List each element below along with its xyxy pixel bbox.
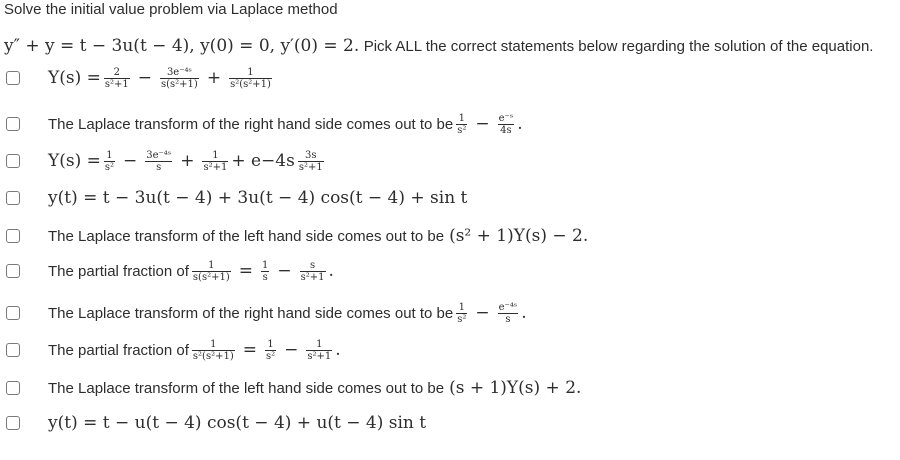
option-3-lhs: Y(s) = <box>48 151 101 171</box>
option-7-period: . <box>521 303 527 323</box>
option-2-checkbox[interactable] <box>6 117 20 131</box>
option-4-content <box>48 188 467 208</box>
option-10[interactable] <box>6 409 426 437</box>
option-5-expression: (s² + 1)Y(s) − 2. <box>449 226 589 246</box>
option-8[interactable] <box>6 336 341 364</box>
option-7-checkbox[interactable] <box>6 306 20 320</box>
question-statement <box>4 36 873 56</box>
option-6-fraction-3: $\frac{s}{\text{s²+1}}$ <box>300 259 325 283</box>
option-8-text: The partial fraction of <box>48 341 189 359</box>
option-4-checkbox[interactable] <box>6 191 20 205</box>
option-8-equals: = <box>242 340 257 360</box>
option-2[interactable] <box>6 110 523 138</box>
option-1-checkbox[interactable] <box>6 71 20 85</box>
option-8-fraction-3: $\frac{1}{\text{s²+1}}$ <box>307 338 332 362</box>
option-9-checkbox[interactable] <box>6 381 20 395</box>
option-8-checkbox[interactable] <box>6 343 20 357</box>
question-prompt: Pick ALL the correct statements below regarding the solution of the equation. <box>363 38 874 55</box>
option-1-fraction-3: $\frac{1}{\text{s²(s²+1)}}$ <box>230 66 271 90</box>
option-8-period: . <box>335 340 341 360</box>
option-6-checkbox[interactable] <box>6 264 20 278</box>
option-3-exp-base: + e <box>231 151 262 171</box>
option-10-checkbox[interactable] <box>6 416 20 430</box>
option-10-content <box>48 413 426 433</box>
option-7-content <box>48 302 527 325</box>
option-7-fraction-1: $\frac{1}{\text{s²}}$ <box>457 301 467 325</box>
option-7[interactable] <box>6 299 527 327</box>
option-1-fraction-1: $\frac{2}{\text{s²+1}}$ <box>104 66 129 90</box>
option-5-text: The Laplace transform of the left hand side comes out to be <box>48 227 445 245</box>
option-1-content <box>48 67 275 90</box>
option-2-text: The Laplace transform of the right hand side comes out to be <box>48 115 454 133</box>
option-2-op: − <box>475 114 490 134</box>
option-3-op-2: + <box>180 151 195 171</box>
option-1-op-1: − <box>137 68 152 88</box>
option-8-fraction-1: $\frac{1}{\text{s²(s²+1)}}$ <box>192 338 234 362</box>
option-3-op-1: − <box>123 151 138 171</box>
option-6-period: . <box>328 261 334 281</box>
option-3-fraction-4: $\frac{3s}{\text{s²+1}}$ <box>298 149 323 173</box>
option-2-period: . <box>517 114 523 134</box>
option-6-text: The partial fraction of <box>48 262 189 280</box>
option-3-exp-power: −4s <box>261 151 295 171</box>
option-4-equation: y(t) = t − 3u(t − 4) + 3u(t − 4) cos(t − 4) + sin t <box>48 188 468 208</box>
option-4[interactable] <box>6 184 467 212</box>
option-3-fraction-2: $\frac{\text{3e⁻⁴ˢ}}{s}$ <box>146 149 172 173</box>
option-3-content <box>48 150 327 173</box>
option-9-content <box>48 378 581 398</box>
option-6-fraction-1: $\frac{1}{\text{s(s²+1)}}$ <box>192 259 230 283</box>
question-equation: y″ + y = t − 3u(t − 4), y(0) = 0, y′(0) = 2. <box>4 36 360 56</box>
option-9-text: The Laplace transform of the left hand side comes out to be <box>48 379 445 397</box>
option-2-fraction-1: $\frac{1}{\text{s²}}$ <box>457 112 467 136</box>
option-8-fraction-2: $\frac{1}{\text{s²}}$ <box>265 338 276 362</box>
option-3-fraction-3: $\frac{1}{\text{s²+1}}$ <box>203 149 228 173</box>
page-title: Solve the initial value problem via Laplace method <box>4 1 338 18</box>
option-6[interactable] <box>6 257 334 285</box>
option-8-op: − <box>284 340 299 360</box>
option-6-op: − <box>277 261 292 281</box>
option-3-checkbox[interactable] <box>6 154 20 168</box>
option-3[interactable] <box>6 147 327 175</box>
option-6-content <box>48 260 334 283</box>
option-3-fraction-1: $\frac{1}{\text{s²}}$ <box>104 149 114 173</box>
option-7-fraction-2: $\frac{\text{e⁻⁴ˢ}}{s}$ <box>498 301 518 325</box>
option-5[interactable] <box>6 222 588 250</box>
option-1[interactable] <box>6 64 275 92</box>
option-7-text: The Laplace transform of the right hand side comes out to be <box>48 304 454 322</box>
option-10-equation: y(t) = t − u(t − 4) cos(t − 4) + u(t − 4) sin t <box>48 413 427 433</box>
option-1-fraction-2: $\frac{\text{3e⁻⁴ˢ}}{\text{s(s²+1)}}$ <box>161 66 198 90</box>
option-2-content <box>48 113 523 136</box>
option-7-op: − <box>475 303 490 323</box>
option-2-fraction-2: $\frac{\text{e⁻ˢ}}{4s}$ <box>498 112 514 136</box>
option-6-fraction-2: $\frac{1}{s}$ <box>261 259 269 283</box>
option-5-checkbox[interactable] <box>6 229 20 243</box>
option-8-content <box>48 339 341 362</box>
option-6-equals: = <box>238 261 253 281</box>
option-1-lhs: Y(s) = <box>48 68 101 88</box>
option-9[interactable] <box>6 374 581 402</box>
option-5-content <box>48 226 588 246</box>
option-9-expression: (s + 1)Y(s) + 2. <box>449 378 582 398</box>
option-1-op-2: + <box>206 68 222 88</box>
